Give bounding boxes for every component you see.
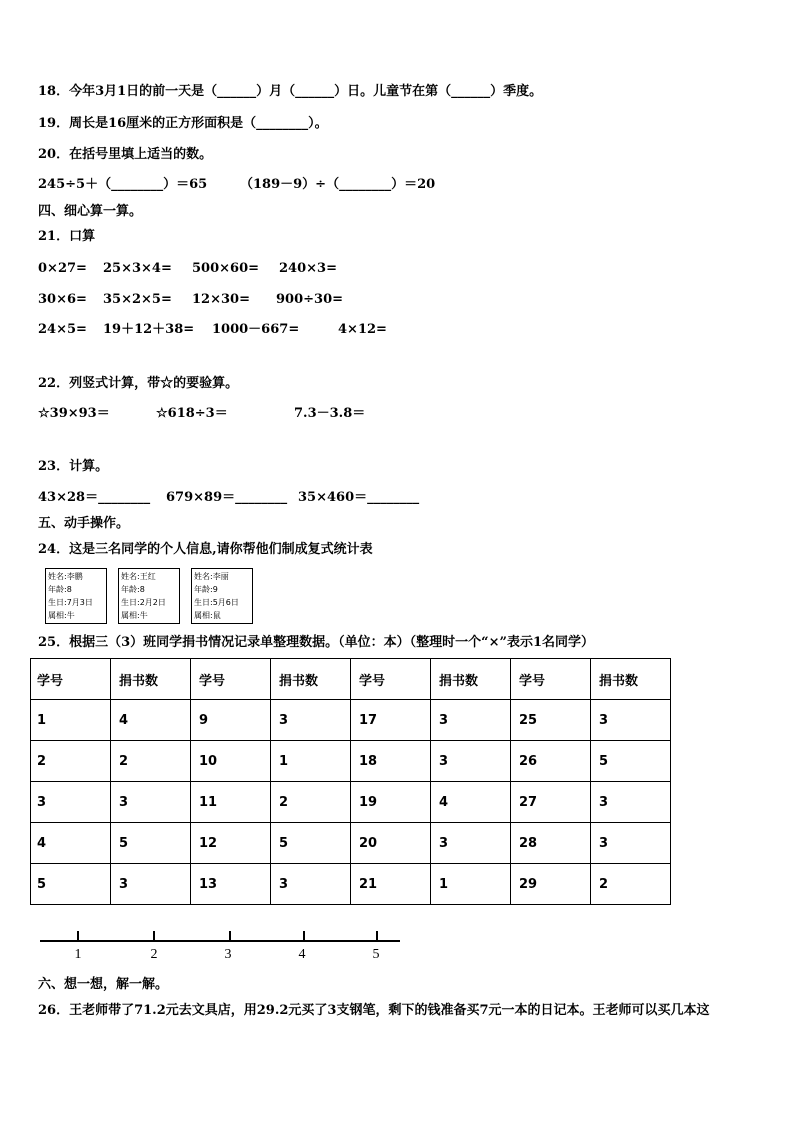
calc-item: 43×28＝________	[38, 490, 151, 505]
table-cell: 2	[31, 741, 111, 782]
oral-calc: 500×60=	[192, 261, 260, 276]
card-age: 年龄:9	[194, 585, 218, 594]
table-cell: 25	[511, 700, 591, 741]
card-name: 姓名:王红	[121, 572, 156, 581]
student-info-card	[191, 568, 253, 624]
table-cell: 3	[591, 700, 671, 741]
table-cell: 27	[511, 782, 591, 823]
table-cell: 3	[271, 864, 351, 905]
number-axis-line	[40, 940, 400, 942]
header-cell: 捐书数	[271, 659, 351, 700]
axis-tick	[376, 931, 378, 941]
header-cell: 捐书数	[111, 659, 191, 700]
table-cell: 2	[591, 864, 671, 905]
card-age: 年龄:8	[48, 585, 72, 594]
axis-label: 5	[372, 947, 380, 962]
axis-label: 1	[74, 947, 82, 962]
question-25-title: 25．根据三（3）班同学捐书情况记录单整理数据。（单位：本）（整理时一个“×”表示1名同学）	[38, 635, 595, 650]
oral-calc: 35×2×5=	[103, 292, 172, 307]
table-cell: 9	[191, 700, 271, 741]
table-cell: 4	[31, 823, 111, 864]
question-20-b: （189－9）÷（________）＝20	[240, 177, 436, 192]
oral-calc: 24×5=	[38, 322, 87, 337]
table-cell: 4	[111, 700, 191, 741]
table-cell: 5	[271, 823, 351, 864]
table-cell: 5	[111, 823, 191, 864]
table-cell: 26	[511, 741, 591, 782]
table-header-row	[31, 659, 671, 700]
table-cell: 1	[431, 864, 511, 905]
table-row	[31, 782, 671, 823]
table-cell: 5	[591, 741, 671, 782]
calc-item: 679×89＝________	[166, 490, 288, 505]
oral-calc: 0×27=	[38, 261, 87, 276]
header-cell: 学号	[511, 659, 591, 700]
header-cell: 学号	[351, 659, 431, 700]
table-cell: 3	[271, 700, 351, 741]
oral-calc: 12×30=	[192, 292, 250, 307]
question-20-title: 20．在括号里填上适当的数。	[38, 147, 213, 162]
table-cell: 21	[351, 864, 431, 905]
section-5-heading: 五、动手操作。	[38, 516, 130, 531]
calc-item: 35×460＝________	[298, 490, 420, 505]
axis-label: 4	[298, 947, 306, 962]
table-cell: 12	[191, 823, 271, 864]
table-cell: 17	[351, 700, 431, 741]
question-20-a: 245÷5＋（________）＝65	[38, 177, 208, 192]
axis-tick	[153, 931, 155, 941]
table-cell: 3	[591, 823, 671, 864]
question-19: 19．周长是16厘米的正方形面积是（________）。	[38, 116, 328, 131]
oral-calc: 1000－667=	[212, 322, 300, 337]
table-cell: 29	[511, 864, 591, 905]
table-cell: 3	[591, 782, 671, 823]
question-18: 18．今年3月1日的前一天是（______）月（______）日。儿童节在第（______）季度。	[38, 84, 543, 99]
table-cell: 3	[431, 700, 511, 741]
table-cell: 1	[271, 741, 351, 782]
question-22-title: 22．列竖式计算，带☆的要验算。	[38, 376, 239, 391]
oral-calc: 30×6=	[38, 292, 87, 307]
axis-label: 2	[150, 947, 158, 962]
table-cell: 3	[431, 741, 511, 782]
axis-tick	[77, 931, 79, 941]
card-zodiac: 属相:牛	[48, 611, 75, 620]
card-birthday: 生日:7月3日	[48, 598, 93, 607]
table-cell: 2	[111, 741, 191, 782]
table-cell: 20	[351, 823, 431, 864]
header-cell: 学号	[31, 659, 111, 700]
header-cell: 学号	[191, 659, 271, 700]
table-row	[31, 864, 671, 905]
table-cell: 3	[431, 823, 511, 864]
table-row	[31, 700, 671, 741]
table-row	[31, 741, 671, 782]
card-age: 年龄:8	[121, 585, 145, 594]
oral-calc: 4×12=	[338, 322, 387, 337]
question-24-title: 24．这是三名同学的个人信息,请你帮他们制成复式统计表	[38, 542, 373, 557]
card-zodiac: 属相:鼠	[194, 611, 221, 620]
oral-calc: 240×3=	[279, 261, 337, 276]
card-birthday: 生日:2月2日	[121, 598, 166, 607]
header-cell: 捐书数	[591, 659, 671, 700]
oral-calc: 25×3×4=	[103, 261, 172, 276]
section-4-heading: 四、细心算一算。	[38, 204, 143, 219]
card-zodiac: 属相:牛	[121, 611, 148, 620]
question-26: 26．王老师带了71.2元去文具店，用29.2元买了3支钢笔，剩下的钱准备买7元一本的日记本。王老师可以买几本这	[38, 1003, 710, 1018]
table-cell: 18	[351, 741, 431, 782]
table-cell: 3	[31, 782, 111, 823]
table-cell: 3	[111, 782, 191, 823]
table-cell: 3	[111, 864, 191, 905]
question-21-title: 21．口算	[38, 229, 96, 244]
book-donation-table	[30, 658, 671, 905]
vertical-calc: ☆39×93＝	[38, 406, 110, 421]
card-name: 姓名:李鹏	[48, 572, 83, 581]
table-cell: 10	[191, 741, 271, 782]
table-cell: 11	[191, 782, 271, 823]
question-23-title: 23．计算。	[38, 459, 109, 474]
table-cell: 1	[31, 700, 111, 741]
student-info-card	[45, 568, 107, 624]
table-cell: 19	[351, 782, 431, 823]
vertical-calc: ☆618÷3＝	[156, 406, 228, 421]
header-cell: 捐书数	[431, 659, 511, 700]
table-cell: 4	[431, 782, 511, 823]
table-cell: 2	[271, 782, 351, 823]
table-cell: 28	[511, 823, 591, 864]
vertical-calc: 7.3－3.8＝	[294, 406, 366, 421]
student-info-card	[118, 568, 180, 624]
axis-label: 3	[224, 947, 232, 962]
table-row	[31, 823, 671, 864]
table-cell: 5	[31, 864, 111, 905]
card-birthday: 生日:5月6日	[194, 598, 239, 607]
oral-calc: 900÷30=	[276, 292, 344, 307]
section-6-heading: 六、想一想，解一解。	[38, 977, 169, 992]
table-cell: 13	[191, 864, 271, 905]
axis-tick	[229, 931, 231, 941]
axis-tick	[303, 931, 305, 941]
card-name: 姓名:李丽	[194, 572, 229, 581]
oral-calc: 19＋12＋38=	[103, 322, 195, 337]
